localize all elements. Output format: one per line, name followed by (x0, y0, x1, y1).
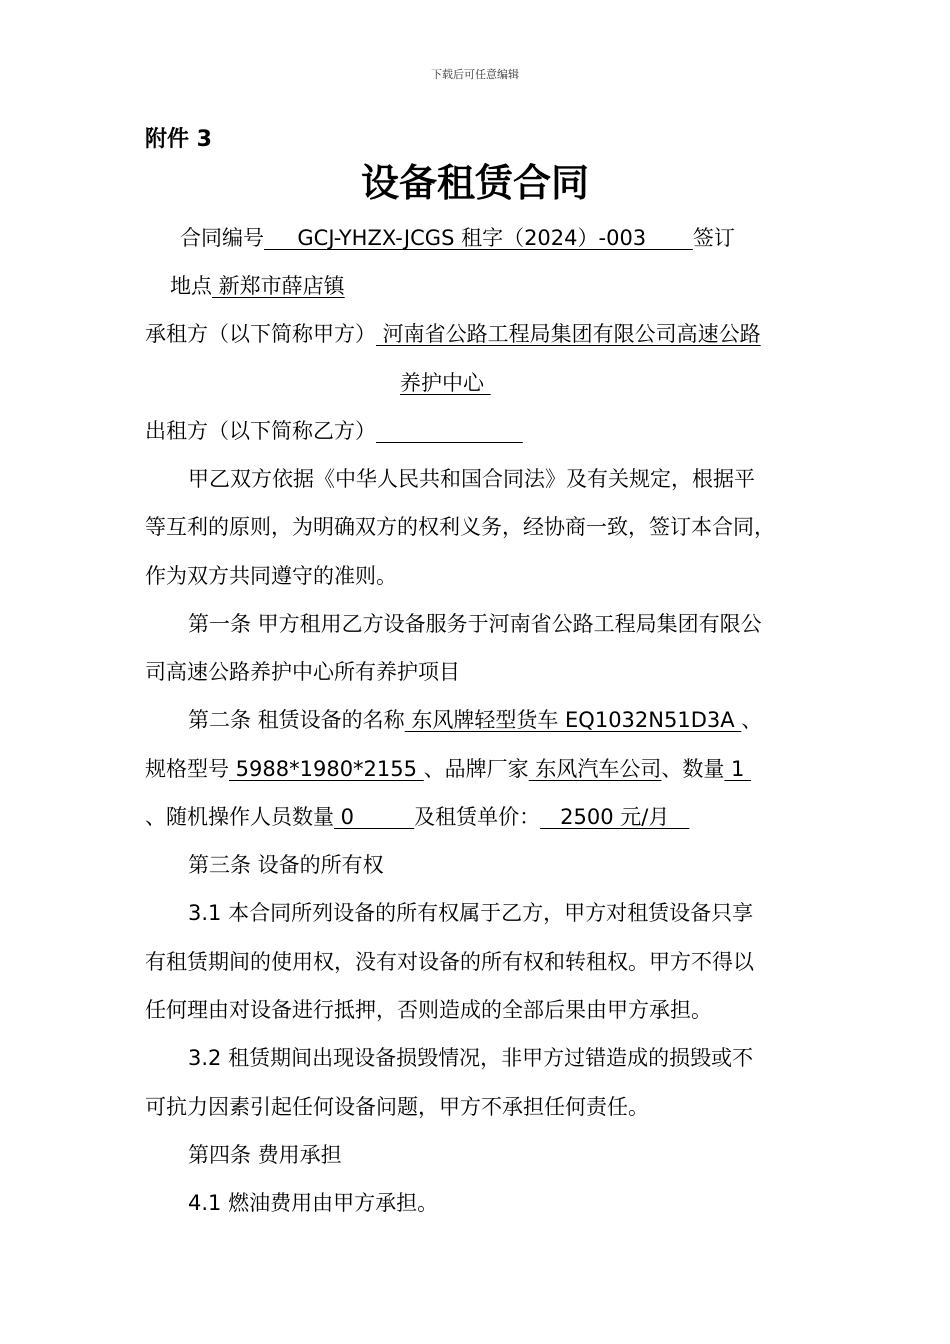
lessor-label: 出租方（以下简称乙方） (145, 419, 376, 443)
preamble-line-1: 甲乙双方依据《中华人民共和国合同法》及有关规定，根据平 (188, 467, 755, 491)
quantity-value: 1 (724, 757, 752, 781)
clause-3-2-line-2: 可抗力因素引起任何设备问题，甲方不承担任何责任。 (145, 1095, 649, 1119)
sign-place-label: 地点 (170, 274, 212, 298)
article-1-line-1: 第一条 甲方租用乙方设备服务于河南省公路工程局集团有限公 (188, 612, 762, 636)
sign-label: 签订 (692, 226, 735, 250)
document-title: 设备租赁合同 (360, 160, 589, 205)
operator-count-label: 、随机操作人员数量 (145, 805, 334, 829)
preamble-line-3: 作为双方共同遵守的准则。 (145, 564, 397, 588)
article-4-title: 第四条 费用承担 (188, 1143, 342, 1167)
lessee-value-continued: 养护中心 (400, 371, 491, 395)
contract-number-value: GCJ-YHZX-JCGS 租字（2024）-003 (264, 226, 693, 250)
lessor-value (376, 419, 523, 443)
sign-place-line (170, 276, 345, 297)
lessee-line-2 (400, 373, 491, 394)
unit-price-value: 2500 元/月 (540, 805, 690, 829)
article-2-line-2 (145, 759, 751, 780)
header-note: 下载后可任意编辑 (431, 68, 519, 81)
clause-3-2-line-1: 3.2 租赁期间出现设备损毁情况，非甲方过错造成的损毁或不 (188, 1046, 754, 1070)
contract-number-label: 合同编号 (180, 226, 264, 250)
lessee-label: 承租方（以下简称甲方） (145, 322, 376, 346)
article-2-line-3 (145, 807, 689, 828)
article-2-prefix: 第二条 租赁设备的名称 (188, 708, 405, 732)
clause-3-1-line-3: 任何理由对设备进行抵押，否则造成的全部后果由甲方承担。 (145, 998, 712, 1022)
brand-label: 、品牌厂家 (423, 757, 529, 781)
article-2-line-1 (188, 710, 762, 731)
clause-3-1-line-2: 有租赁期间的使用权，没有对设备的所有权和转租权。甲方不得以 (145, 950, 754, 974)
contract-number-line (180, 228, 735, 249)
lessor-line (145, 421, 523, 442)
clause-4-1: 4.1 燃油费用由甲方承担。 (188, 1191, 439, 1215)
lessee-line (145, 324, 761, 345)
article-1-line-2: 司高速公路养护中心所有养护项目 (145, 660, 460, 684)
spec-value: 5988*1980*2155 (229, 757, 424, 781)
operator-count-value: 0 (334, 805, 415, 829)
clause-3-1-line-1: 3.1 本合同所列设备的所有权属于乙方，甲方对租赁设备只享 (188, 901, 754, 925)
sign-place-value: 新郑市薛店镇 (212, 274, 345, 298)
brand-value: 东风汽车公司 (528, 757, 662, 781)
article-3-title: 第三条 设备的所有权 (188, 853, 384, 877)
quantity-label: 、数量 (661, 757, 725, 781)
attachment-label: 附件 3 (145, 127, 212, 152)
preamble-line-2: 等互利的原则，为明确双方的权利义务，经协商一致，签订本合同， (145, 515, 775, 539)
unit-price-label: 及租赁单价： (414, 805, 541, 829)
spec-label: 规格型号 (145, 757, 229, 781)
separator: 、 (741, 708, 763, 732)
lessee-value: 河南省公路工程局集团有限公司高速公路 (376, 322, 761, 346)
equipment-name-value: 东风牌轻型货车 EQ1032N51D3A (404, 708, 742, 732)
